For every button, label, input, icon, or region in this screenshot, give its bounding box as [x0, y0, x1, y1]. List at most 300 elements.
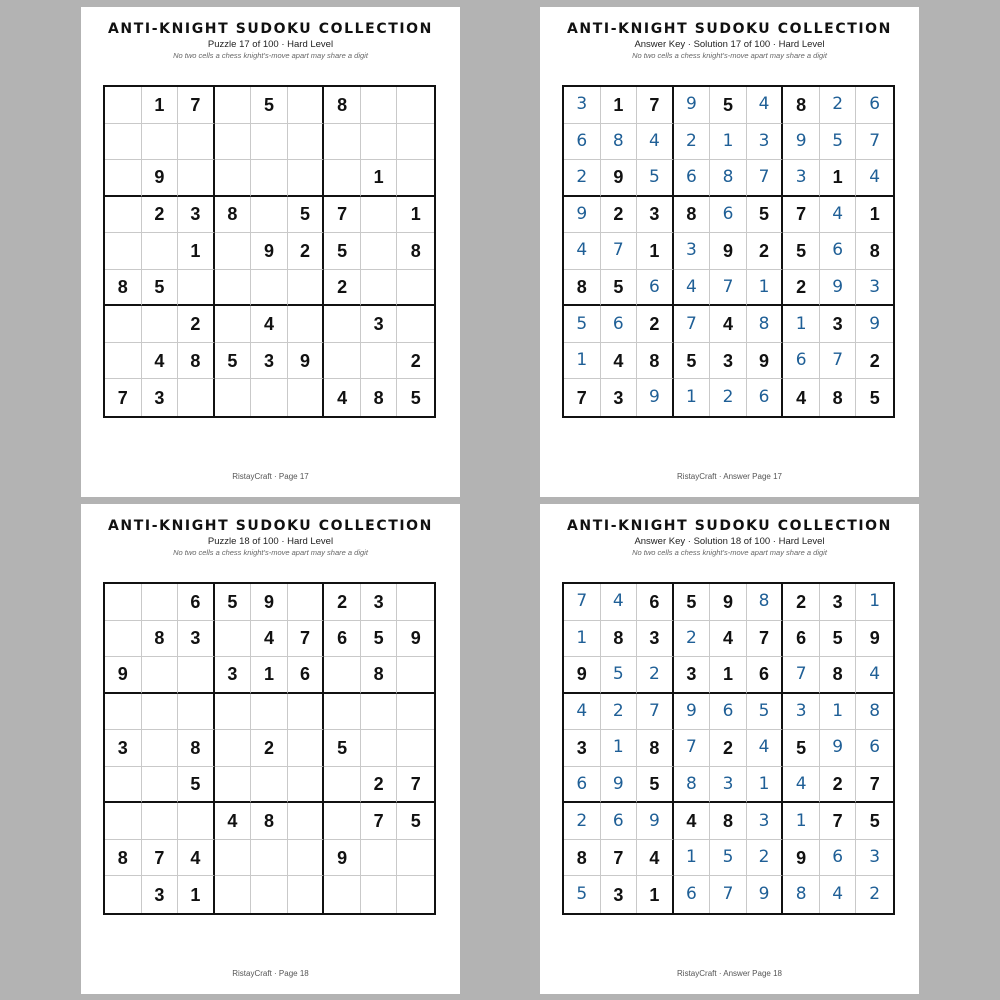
sudoku-cell	[215, 621, 252, 658]
sudoku-cell	[105, 621, 142, 658]
sudoku-cell: 5	[637, 160, 674, 197]
sudoku-cell: 4	[674, 803, 711, 840]
sudoku-cell: 5	[601, 657, 638, 694]
sudoku-cell: 8	[710, 803, 747, 840]
sudoku-cell: 9	[251, 584, 288, 621]
answer-page-17	[540, 7, 919, 497]
sudoku-cell	[397, 730, 434, 767]
sudoku-cell: 3	[820, 584, 857, 621]
sudoku-cell: 9	[783, 840, 820, 877]
page-title: ANTI-KNIGHT SUDOKU COLLECTION	[567, 21, 892, 37]
sudoku-cell	[251, 840, 288, 877]
sudoku-cell	[288, 730, 325, 767]
sudoku-cell	[288, 584, 325, 621]
sudoku-cell: 2	[820, 767, 857, 804]
puzzle-page-17	[81, 7, 460, 497]
sudoku-cell: 8	[397, 233, 434, 270]
sudoku-cell	[361, 124, 398, 161]
sudoku-cell: 9	[856, 621, 893, 658]
sudoku-cell: 9	[397, 621, 434, 658]
sudoku-cell	[215, 306, 252, 343]
sudoku-cell	[142, 124, 179, 161]
sudoku-cell: 3	[178, 197, 215, 234]
sudoku-cell: 9	[142, 160, 179, 197]
sudoku-cell: 3	[637, 621, 674, 658]
sudoku-cell	[288, 270, 325, 307]
sudoku-cell: 4	[637, 124, 674, 161]
sudoku-cell: 2	[564, 160, 601, 197]
page-subtitle: Puzzle 17 of 100 · Hard Level	[207, 39, 334, 50]
sudoku-cell: 6	[637, 270, 674, 307]
sudoku-cell	[397, 87, 434, 124]
sudoku-cell: 5	[215, 343, 252, 380]
sudoku-cell	[215, 124, 252, 161]
sudoku-cell: 7	[324, 197, 361, 234]
sudoku-cell: 5	[564, 876, 601, 913]
sudoku-cell	[142, 657, 179, 694]
page-subtitle: Answer Key · Solution 17 of 100 · Hard Level	[634, 39, 825, 50]
sudoku-cell: 4	[215, 803, 252, 840]
sudoku-cell	[251, 379, 288, 416]
sudoku-cell	[324, 803, 361, 840]
sudoku-cell	[215, 270, 252, 307]
sudoku-cell: 4	[601, 584, 638, 621]
sudoku-cell: 7	[674, 306, 711, 343]
sudoku-cell: 2	[251, 730, 288, 767]
sudoku-cell: 2	[674, 124, 711, 161]
sudoku-cell: 7	[674, 730, 711, 767]
sudoku-cell	[105, 584, 142, 621]
sudoku-cell	[142, 730, 179, 767]
sudoku-cell: 5	[674, 584, 711, 621]
sudoku-cell: 4	[856, 657, 893, 694]
sudoku-cell: 2	[820, 87, 857, 124]
sudoku-cell: 1	[710, 657, 747, 694]
sudoku-cell: 1	[178, 233, 215, 270]
sudoku-cell: 5	[856, 803, 893, 840]
sudoku-cell	[361, 87, 398, 124]
sudoku-cell: 2	[710, 379, 747, 416]
sudoku-cell: 7	[637, 694, 674, 731]
sudoku-cell	[288, 124, 325, 161]
sudoku-cell: 9	[856, 306, 893, 343]
sudoku-cell: 8	[637, 343, 674, 380]
puzzle-page-18	[81, 504, 460, 994]
sudoku-cell	[397, 160, 434, 197]
sudoku-cell: 1	[637, 876, 674, 913]
sudoku-cell: 8	[820, 657, 857, 694]
sudoku-cell	[178, 694, 215, 731]
sudoku-cell: 7	[747, 621, 784, 658]
sudoku-cell: 3	[747, 803, 784, 840]
sudoku-cell: 6	[674, 876, 711, 913]
sudoku-cell: 5	[601, 270, 638, 307]
sudoku-cell: 4	[856, 160, 893, 197]
page-subtitle: Puzzle 18 of 100 · Hard Level	[207, 536, 334, 547]
sudoku-cell: 3	[674, 233, 711, 270]
sudoku-cell: 3	[637, 197, 674, 234]
sudoku-cell: 2	[869, 884, 881, 905]
sudoku-cell: 5	[215, 584, 252, 621]
sudoku-cell	[251, 876, 288, 913]
sudoku-cell: 1	[674, 379, 711, 416]
sudoku-cell: 3	[674, 657, 711, 694]
sudoku-cell: 7	[856, 767, 893, 804]
sudoku-cell: 3	[105, 730, 142, 767]
sudoku-cell	[397, 270, 434, 307]
sudoku-cell: 3	[142, 379, 179, 416]
sudoku-cell: 8	[251, 803, 288, 840]
sudoku-cell	[361, 343, 398, 380]
sudoku-cell: 4	[710, 621, 747, 658]
sudoku-cell	[105, 160, 142, 197]
sudoku-cell: 2	[324, 584, 361, 621]
page-title: ANTI-KNIGHT SUDOKU COLLECTION	[567, 518, 892, 534]
sudoku-cell: 7	[142, 840, 179, 877]
rule-note: No two cells a chess knight's-move apart may share a digit	[632, 51, 827, 60]
sudoku-cell: 3	[747, 124, 784, 161]
answer-page-18	[540, 504, 919, 994]
sudoku-cell	[288, 694, 325, 731]
sudoku-cell: 7	[601, 233, 638, 270]
sudoku-cell	[251, 694, 288, 731]
sudoku-cell: 3	[783, 160, 820, 197]
sudoku-cell: 1	[564, 343, 601, 380]
page-subtitle: Answer Key · Solution 18 of 100 · Hard Level	[634, 536, 825, 547]
sudoku-cell	[215, 160, 252, 197]
sudoku-cell: 8	[105, 840, 142, 877]
sudoku-cell: 7	[601, 840, 638, 877]
sudoku-cell	[361, 876, 398, 913]
sudoku-cell: 8	[601, 621, 638, 658]
sudoku-cell: 7	[288, 621, 325, 658]
sudoku-cell: 5	[251, 87, 288, 124]
sudoku-cell: 1	[820, 694, 857, 731]
sudoku-cell: 2	[324, 270, 361, 307]
sudoku-cell: 9	[601, 160, 638, 197]
sudoku-cell	[105, 343, 142, 380]
sudoku-cell	[178, 379, 215, 416]
sudoku-cell: 2	[178, 306, 215, 343]
sudoku-cell	[324, 694, 361, 731]
sudoku-cell	[105, 306, 142, 343]
sudoku-cell: 5	[410, 387, 421, 408]
sudoku-cell: 7	[747, 160, 784, 197]
sudoku-cell: 9	[637, 803, 674, 840]
sudoku-cell: 4	[820, 197, 857, 234]
sudoku-cell: 1	[710, 124, 747, 161]
sudoku-cell: 8	[215, 197, 252, 234]
sudoku-cell: 3	[856, 840, 893, 877]
sudoku-cell	[361, 694, 398, 731]
sudoku-cell: 1	[601, 730, 638, 767]
sudoku-cell	[215, 876, 252, 913]
sudoku-cell	[251, 160, 288, 197]
sudoku-cell	[178, 657, 215, 694]
sudoku-cell: 9	[710, 233, 747, 270]
sudoku-cell: 6	[820, 233, 857, 270]
sudoku-cell: 7	[105, 379, 142, 416]
sudoku-cell	[215, 840, 252, 877]
sudoku-cell: 6	[178, 584, 215, 621]
sudoku-cell: 7	[820, 803, 857, 840]
sudoku-cell: 3	[710, 343, 747, 380]
sudoku-cell	[397, 876, 434, 913]
sudoku-cell: 3	[564, 87, 601, 124]
sudoku-cell: 8	[674, 767, 711, 804]
sudoku-cell: 6	[601, 803, 638, 840]
sudoku-cell: 1	[564, 621, 601, 658]
sudoku-cell: 9	[105, 657, 142, 694]
sudoku-cell: 5	[710, 840, 747, 877]
sudoku-cell: 6	[674, 160, 711, 197]
sudoku-cell: 1	[674, 840, 711, 877]
page-footer: RistayCraft · Answer Page 17	[677, 472, 782, 481]
sudoku-cell: 4	[178, 840, 215, 877]
sudoku-cell: 6	[747, 657, 784, 694]
sudoku-cell	[142, 584, 179, 621]
sudoku-cell: 2	[361, 767, 398, 804]
sudoku-cell	[324, 767, 361, 804]
sudoku-cell: 1	[783, 306, 820, 343]
sudoku-cell: 9	[601, 767, 638, 804]
sudoku-cell: 6	[637, 584, 674, 621]
sudoku-cell: 9	[324, 840, 361, 877]
sudoku-cell: 9	[564, 197, 601, 234]
sudoku-cell	[105, 197, 142, 234]
sudoku-cell	[324, 343, 361, 380]
sudoku-cell	[361, 270, 398, 307]
sudoku-cell	[397, 840, 434, 877]
sudoku-cell: 5	[324, 233, 361, 270]
sudoku-cell: 2	[674, 621, 711, 658]
sudoku-cell	[324, 160, 361, 197]
sudoku-cell: 5	[783, 730, 820, 767]
sudoku-cell: 5	[783, 233, 820, 270]
sudoku-cell: 9	[674, 87, 711, 124]
sudoku-cell: 8	[564, 270, 601, 307]
sudoku-cell: 8	[142, 621, 179, 658]
sudoku-cell	[397, 694, 434, 731]
sudoku-cell: 1	[820, 160, 857, 197]
sudoku-cell: 7	[397, 767, 434, 804]
sudoku-cell: 4	[674, 270, 711, 307]
sudoku-cell: 6	[820, 840, 857, 877]
sudoku-cell: 8	[747, 306, 784, 343]
sudoku-cell: 3	[601, 876, 638, 913]
sudoku-cell	[251, 124, 288, 161]
sudoku-cell: 5	[820, 124, 857, 161]
sudoku-cell: 7	[564, 584, 601, 621]
sudoku-cell	[215, 694, 252, 731]
sudoku-cell: 1	[251, 657, 288, 694]
sudoku-cell: 2	[397, 343, 434, 380]
sudoku-cell: 4	[251, 621, 288, 658]
sudoku-cell: 5	[142, 270, 179, 307]
sudoku-cell: 9	[710, 584, 747, 621]
sudoku-cell: 7	[710, 876, 747, 913]
sudoku-cell: 1	[747, 270, 784, 307]
sudoku-cell: 8	[601, 124, 638, 161]
sudoku-cell	[178, 124, 215, 161]
sudoku-cell	[105, 803, 142, 840]
sudoku-cell: 6	[601, 306, 638, 343]
sudoku-cell: 3	[601, 379, 638, 416]
rule-note: No two cells a chess knight's-move apart may share a digit	[173, 51, 368, 60]
sudoku-cell	[288, 767, 325, 804]
sudoku-cell	[324, 876, 361, 913]
sudoku-cell: 6	[856, 730, 893, 767]
sudoku-cell: 2	[288, 233, 325, 270]
sudoku-cell: 2	[601, 197, 638, 234]
sudoku-cell	[361, 730, 398, 767]
sudoku-cell: 2	[601, 694, 638, 731]
sudoku-cell	[142, 233, 179, 270]
sudoku-cell: 3	[361, 306, 398, 343]
sudoku-cell: 8	[324, 87, 361, 124]
sudoku-cell: 7	[783, 657, 820, 694]
sudoku-cell: 1	[397, 197, 434, 234]
sudoku-cell: 8	[564, 840, 601, 877]
sudoku-cell: 5	[747, 694, 784, 731]
sudoku-cell: 3	[820, 306, 857, 343]
sudoku-cell: 1	[856, 584, 893, 621]
sudoku-cell	[324, 306, 361, 343]
sudoku-cell: 3	[710, 767, 747, 804]
sudoku-cell: 7	[783, 197, 820, 234]
sudoku-cell: 6	[564, 124, 601, 161]
sudoku-cell: 1	[361, 160, 398, 197]
rule-note: No two cells a chess knight's-move apart may share a digit	[173, 548, 368, 557]
sudoku-cell	[142, 306, 179, 343]
sudoku-cell: 9	[288, 343, 325, 380]
sudoku-cell: 8	[783, 87, 820, 124]
sudoku-cell: 4	[251, 306, 288, 343]
sudoku-cell: 4	[564, 694, 601, 731]
sudoku-cell: 5	[637, 767, 674, 804]
sudoku-cell: 8	[178, 343, 215, 380]
sudoku-cell: 5	[869, 387, 880, 408]
sudoku-cell: 8	[637, 730, 674, 767]
sudoku-cell: 8	[178, 730, 215, 767]
sudoku-cell	[105, 233, 142, 270]
sudoku-cell: 4	[142, 343, 179, 380]
sudoku-cell: 9	[637, 379, 674, 416]
sudoku-cell: 5	[361, 621, 398, 658]
sudoku-cell: 2	[747, 233, 784, 270]
sudoku-cell	[288, 840, 325, 877]
sudoku-cell: 2	[783, 584, 820, 621]
sudoku-cell	[361, 197, 398, 234]
sudoku-cell: 2	[142, 197, 179, 234]
sudoku-cell: 7	[820, 343, 857, 380]
sudoku-cell	[288, 803, 325, 840]
sudoku-cell	[251, 197, 288, 234]
sudoku-cell	[288, 87, 325, 124]
sudoku-cell: 9	[251, 233, 288, 270]
page-footer: RistayCraft · Answer Page 18	[677, 969, 782, 978]
sudoku-cell: 4	[637, 840, 674, 877]
sudoku-cell: 8	[820, 379, 857, 416]
sudoku-cell	[324, 124, 361, 161]
sudoku-cell	[288, 306, 325, 343]
sudoku-cell	[397, 584, 434, 621]
sudoku-cell: 4	[601, 343, 638, 380]
sudoku-cell: 2	[710, 730, 747, 767]
sudoku-cell	[397, 306, 434, 343]
sudoku-cell: 6	[710, 197, 747, 234]
sudoku-cell: 8	[710, 160, 747, 197]
sudoku-grid	[103, 85, 436, 418]
sudoku-cell: 1	[637, 233, 674, 270]
sudoku-cell: 3	[564, 730, 601, 767]
sudoku-cell	[105, 876, 142, 913]
sudoku-cell: 4	[324, 379, 361, 416]
sudoku-cell: 7	[710, 270, 747, 307]
sudoku-cell: 3	[251, 343, 288, 380]
sudoku-cell: 7	[564, 379, 601, 416]
sudoku-cell: 4	[783, 379, 820, 416]
sudoku-cell: 6	[856, 87, 893, 124]
sudoku-cell: 7	[856, 124, 893, 161]
sudoku-solution-grid	[562, 85, 895, 418]
sudoku-cell: 6	[783, 343, 820, 380]
sudoku-cell	[251, 767, 288, 804]
page-footer: RistayCraft · Page 17	[232, 472, 309, 481]
sudoku-cell: 5	[820, 621, 857, 658]
sudoku-cell: 9	[783, 124, 820, 161]
sudoku-cell	[178, 160, 215, 197]
sudoku-cell: 9	[564, 657, 601, 694]
sudoku-cell	[397, 124, 434, 161]
sudoku-cell: 8	[856, 694, 893, 731]
sudoku-cell	[361, 840, 398, 877]
sudoku-cell: 9	[747, 876, 784, 913]
sudoku-cell: 9	[674, 694, 711, 731]
sudoku-cell: 7	[637, 87, 674, 124]
sudoku-cell: 6	[783, 621, 820, 658]
sudoku-cell	[215, 233, 252, 270]
sudoku-cell	[215, 730, 252, 767]
page-title: ANTI-KNIGHT SUDOKU COLLECTION	[108, 21, 433, 37]
sudoku-solution-grid	[562, 582, 895, 915]
page-footer: RistayCraft · Page 18	[232, 969, 309, 978]
sudoku-cell	[251, 270, 288, 307]
sudoku-cell: 5	[710, 87, 747, 124]
sudoku-cell	[142, 803, 179, 840]
rule-note: No two cells a chess knight's-move apart may share a digit	[632, 548, 827, 557]
sudoku-cell	[215, 379, 252, 416]
sudoku-cell: 8	[361, 379, 398, 416]
sudoku-cell: 3	[178, 621, 215, 658]
sudoku-cell	[324, 657, 361, 694]
sudoku-cell: 1	[856, 197, 893, 234]
sudoku-cell	[105, 767, 142, 804]
sudoku-cell: 3	[856, 270, 893, 307]
sudoku-cell: 8	[105, 270, 142, 307]
sudoku-cell	[178, 270, 215, 307]
sudoku-cell: 7	[361, 803, 398, 840]
sudoku-cell	[288, 379, 325, 416]
sudoku-cell	[361, 233, 398, 270]
sudoku-cell: 2	[856, 343, 893, 380]
sudoku-cell: 5	[288, 197, 325, 234]
sudoku-cell	[288, 876, 325, 913]
sudoku-cell: 2	[783, 270, 820, 307]
sudoku-cell	[105, 124, 142, 161]
sudoku-cell: 8	[747, 584, 784, 621]
sudoku-cell	[397, 657, 434, 694]
